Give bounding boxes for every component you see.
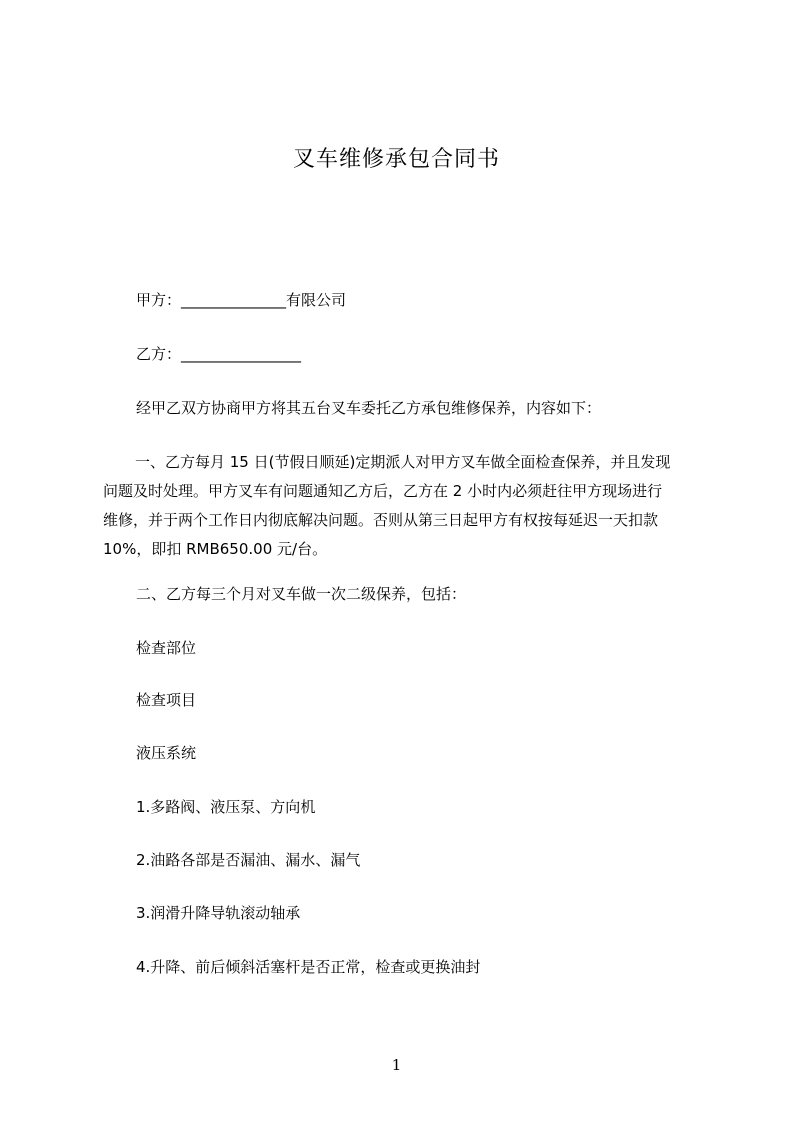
clause-1-line: 维修，并于两个工作日内彻底解决问题。否则从第三日起甲方有权按每延迟一天扣款 [103,511,659,529]
intro-paragraph: 经甲乙双方协商甲方将其五台叉车委托乙方承包维修保养，内容如下： [136,399,602,417]
list-item: 3.润滑升降导轨滚动轴承 [136,904,301,922]
clause-1-line: 一、乙方每月 15 日(节假日顺延)定期派人对甲方叉车做全面检查保养，并且发现 [135,453,671,471]
heading-parts: 检查部位 [136,639,197,657]
document-title: 叉车维修承包合同书 [292,147,500,172]
party-b-line: 乙方：________________ [136,345,302,363]
party-a-line: 甲方：______________有限公司 [136,291,347,309]
clause-1-paragraph [103,448,703,564]
list-item: 2.油路各部是否漏油、漏水、漏气 [136,851,361,869]
page-number: 1 [391,1056,402,1074]
clause-2-paragraph: 二、乙方每三个月对叉车做一次二级保养，包括： [136,585,467,603]
heading-system: 液压系统 [136,744,197,762]
clause-1-line: 问题及时处理。甲方叉车有问题通知乙方后，乙方在 2 小时内必须赶往甲方现场进行 [103,482,663,500]
clause-1-line: 10%，即扣 RMB650.00 元/台。 [103,540,328,558]
heading-items: 检查项目 [136,691,197,709]
list-item: 1.多路阀、液压泵、方向机 [136,798,316,816]
list-item: 4.升降、前后倾斜活塞杆是否正常，检查或更换油封 [136,958,481,976]
